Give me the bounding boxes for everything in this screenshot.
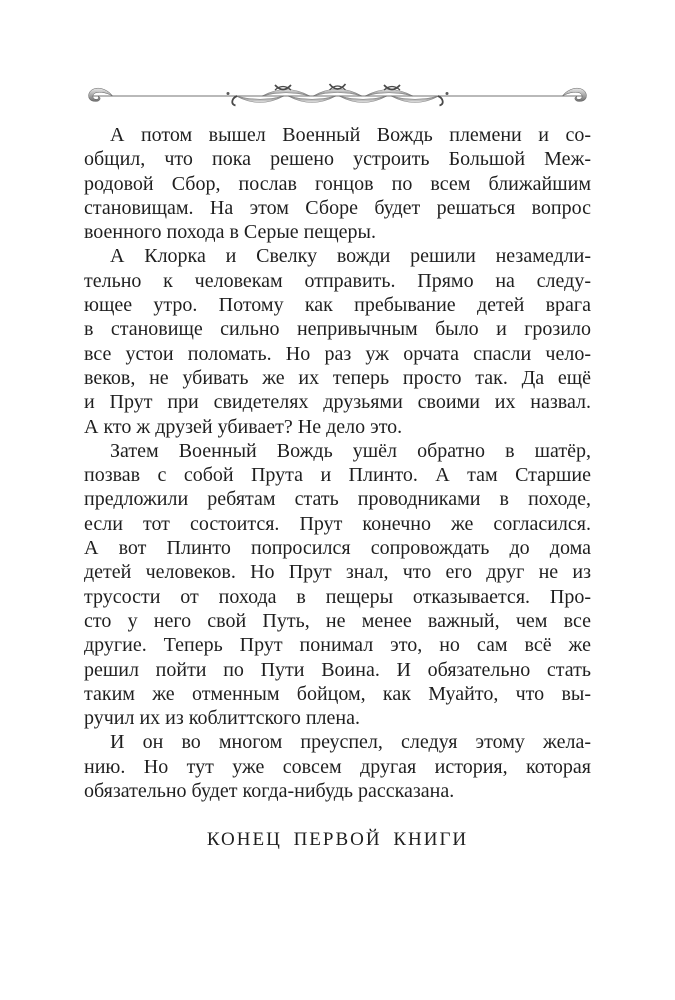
text-line: все устои поломать. Но раз уж орчата спасли чело- (84, 342, 591, 365)
text-line: военного похода в Серые пещеры. (84, 221, 376, 244)
text-line: И он во многом преуспел, следуя этому жела- (110, 731, 591, 754)
text-line: в становище сильно непривычным было и грозило (84, 318, 591, 341)
paragraph (84, 439, 591, 731)
text-line: если тот состоится. Прут конечно же согласился. (84, 512, 591, 535)
text-line: и Прут при свидетелях друзьями своими их назвал. (84, 391, 591, 414)
text-line: ручил их из коблиттского плена. (84, 707, 360, 730)
text-line: трусости от похода в пещеры отказывается. Про- (84, 585, 591, 608)
paragraph (84, 244, 591, 438)
text-line: сто у него свой Путь, не менее важный, чем все (84, 609, 591, 632)
text-line: А кто ж друзей убивает? Не дело это. (84, 415, 403, 438)
text-line: общил, что пока решено устроить Большой Меж- (84, 148, 591, 171)
text-line: родовой Сбор, послав гонцов по всем ближайшим (84, 172, 591, 195)
header-ornament (84, 77, 591, 113)
text-line: тельно к человекам отправить. Прямо на следу- (84, 269, 591, 292)
text-line: решил пойти по Пути Воина. И обязательно стать (84, 658, 591, 681)
text-line: А вот Плинто попросился сопровождать до дома (84, 537, 591, 560)
floral-divider-icon (84, 77, 591, 113)
paragraph (84, 730, 591, 803)
text-line: обязательно будет когда-нибудь рассказана. (84, 780, 455, 803)
text-line: ющее утро. Потому как пребывание детей врага (84, 294, 591, 317)
text-line: детей человеков. Но Прут знал, что его друг не из (84, 561, 591, 584)
text-line: веков, не убивать же их теперь просто так. Да ещё (84, 366, 591, 389)
book-end-heading: КОНЕЦ ПЕРВОЙ КНИГИ (206, 829, 469, 850)
text-line: позвав с собой Прута и Плинто. А там Старшие (84, 464, 591, 487)
text-line: другие. Теперь Прут понимал это, но сам всё же (84, 634, 591, 657)
text-line: таким же отменным бойцом, как Муайто, что вы- (84, 682, 591, 705)
text-line: А потом вышел Военный Вождь племени и со- (110, 124, 591, 146)
paragraph (84, 123, 591, 244)
text-line: нию. Но тут уже совсем другая история, которая (84, 755, 591, 778)
text-line: предложили ребятам стать проводниками в походе, (84, 488, 591, 511)
text-line: Затем Военный Вождь ушёл обратно в шатёр, (110, 439, 591, 462)
text-line: А Клорка и Свелку вожди решили незамедли- (110, 245, 591, 268)
text-line: становищам. На этом Сборе будет решаться вопрос (84, 196, 591, 219)
body-text (84, 123, 591, 803)
